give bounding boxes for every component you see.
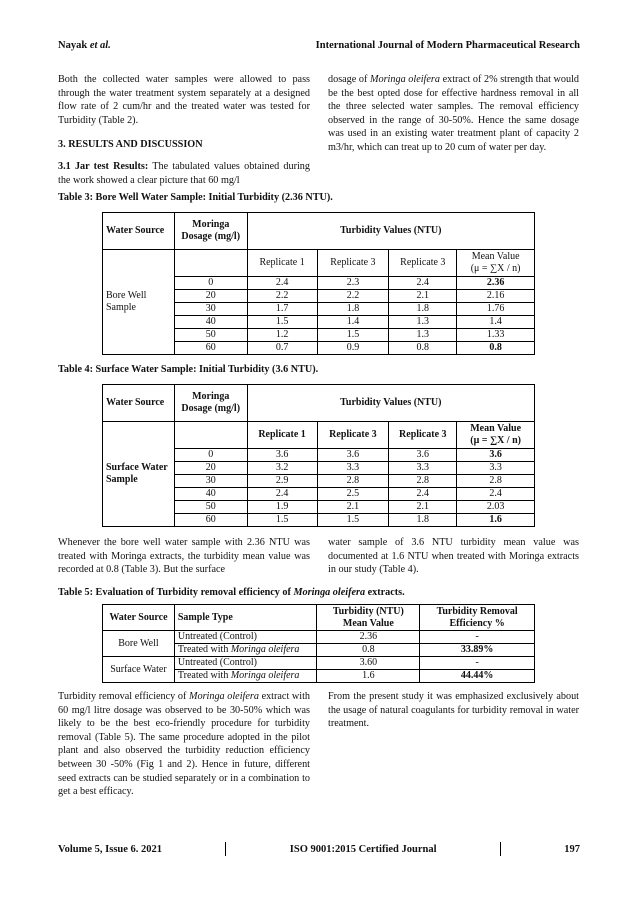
table-row: 30 2.9 2.8 2.8 2.8 [103,475,535,488]
table3-caption: Table 3: Bore Well Water Sample: Initial Turbidity (2.36 NTU). [58,192,333,203]
paragraph: water sample of 3.6 NTU turbidity mean value was documented at 1.6 NTU when treated with Moringa extracts in our study (Table 4). [328,537,579,576]
paragraph: From the present study it was emphasized exclusively about the usage of natural coagulants for turbidity removal in water treatment. [328,691,579,730]
table-row: 20 3.2 3.3 3.3 3.3 [103,462,535,475]
table-row: Surface Water Untreated (Control) 3.60 - [103,657,535,670]
top-right-column [328,73,579,163]
water-source-cell: Surface Water [103,657,175,683]
mid-left-column [58,536,310,585]
header-dosage: Moringa Dosage (mg/l) [174,213,247,250]
footer-iso: ISO 9001:2015 Certified Journal [289,843,437,855]
header-replicate-3: Replicate 3 [389,250,457,277]
water-source-cell: Surface Water Sample [103,422,175,527]
table-row: 0 2.4 2.3 2.4 2.36 [103,277,535,290]
table4-caption: Table 4: Surface Water Sample: Initial Turbidity (3.6 NTU). [58,364,319,375]
paragraph: dosage of Moringa oleifera extract of 2% strength that would be the best opted dose for effective hardness removal in all the three selected water samples. The removal efficiency observed in the range of 30-50%. Hence the same dosage was used in an existing water treatment plant of capacity 2 m3/hr, which can treat up to 20 cum of water per day. [328,74,580,153]
table5 [102,604,535,683]
table3 [102,212,535,355]
page-number: 197 [564,843,580,855]
bottom-right-column [328,690,579,739]
table-row: 50 1.2 1.5 1.3 1.33 [103,329,535,342]
paragraph: Whenever the bore well water sample with 2.36 NTU was treated with Moringa extracts, the turbidity mean value was recorded at 0.8 (Table 3). But the surface [58,537,310,576]
table-row: 60 1.5 1.5 1.8 1.6 [103,514,535,527]
paragraph: Both the collected water samples were allowed to pass through the water treatment system separately at a designed flow rate of 2 cum/hr and the treated water was tested for Turbidity (Table 2). [58,74,310,126]
header-replicate-2: Replicate 3 [317,250,389,277]
header-turbidity-mean: Turbidity (NTU) Mean Value [317,605,420,631]
paragraph: Turbidity removal efficiency of Moringa oleifera extract with 60 mg/l litre dosage was observed to be 30-50% which was likely to be the best eco-friendly procedure for turbidity removal (Table 5). The same procedure adopted in the pilot plant and also observed the turbidity reduction efficiency between 30 -50% (Fig 1 and 2). Hence in future, different seed extracts can be studied separately or in a combination to get a best efficacy. [58,691,311,798]
bottom-left-column [58,690,310,807]
header-mean: Mean Value (μ = ∑X / n) [457,422,535,449]
footer-divider [500,842,501,856]
header-replicate-1: Replicate 1 [247,422,317,449]
section-heading: 3. RESULTS AND DISCUSSION [58,139,203,151]
table4 [102,384,535,527]
header-water-source: Water Source [103,605,175,631]
header-water-source: Water Source [103,385,175,422]
mid-right-column [328,536,579,585]
table-row: Bore Well Untreated (Control) 2.36 - [103,631,535,644]
table-row: 60 0.7 0.9 0.8 0.8 [103,342,535,355]
top-left-column [58,73,310,195]
table-row: 40 1.5 1.4 1.3 1.4 [103,316,535,329]
header-turbidity: Turbidity Values (NTU) [247,385,534,422]
table-row: Treated with Moringa oleifera 1.6 44.44% [103,670,535,683]
header-sample-type: Sample Type [174,605,317,631]
header-turbidity: Turbidity Values (NTU) [247,213,534,250]
header-water-source: Water Source [103,213,175,250]
header-dosage: Moringa Dosage (mg/l) [174,385,247,422]
water-source-cell: Bore Well Sample [103,250,175,355]
running-header [58,40,580,51]
page-footer [58,842,580,856]
footer-divider [225,842,226,856]
table-row: Treated with Moringa oleifera 0.8 33.89% [103,644,535,657]
paragraph: 3.1 Jar test Results: The tabulated values obtained during the work showed a clear picture that 60 mg/l [58,160,310,186]
table-row: 0 3.6 3.6 3.6 3.6 [103,449,535,462]
header-author: Nayak et al. [58,40,111,51]
table-row: 40 2.4 2.5 2.4 2.4 [103,488,535,501]
header-replicate-3: Replicate 3 [389,422,457,449]
header-removal-efficiency: Turbidity Removal Efficiency % [420,605,535,631]
water-source-cell: Bore Well [103,631,175,657]
table-row: 20 2.2 2.2 2.1 2.16 [103,290,535,303]
header-replicate-2: Replicate 3 [317,422,389,449]
table-row: 50 1.9 2.1 2.1 2.03 [103,501,535,514]
header-mean: Mean Value (μ = ∑X / n) [457,250,535,277]
footer-volume: Volume 5, Issue 6. 2021 [58,843,163,855]
table5-caption: Table 5: Evaluation of Turbidity removal efficiency of Moringa oleifera extracts. [58,587,405,598]
header-journal: International Journal of Modern Pharmaceutical Research [315,40,580,51]
header-replicate-1: Replicate 1 [247,250,317,277]
table-row: 30 1.7 1.8 1.8 1.76 [103,303,535,316]
